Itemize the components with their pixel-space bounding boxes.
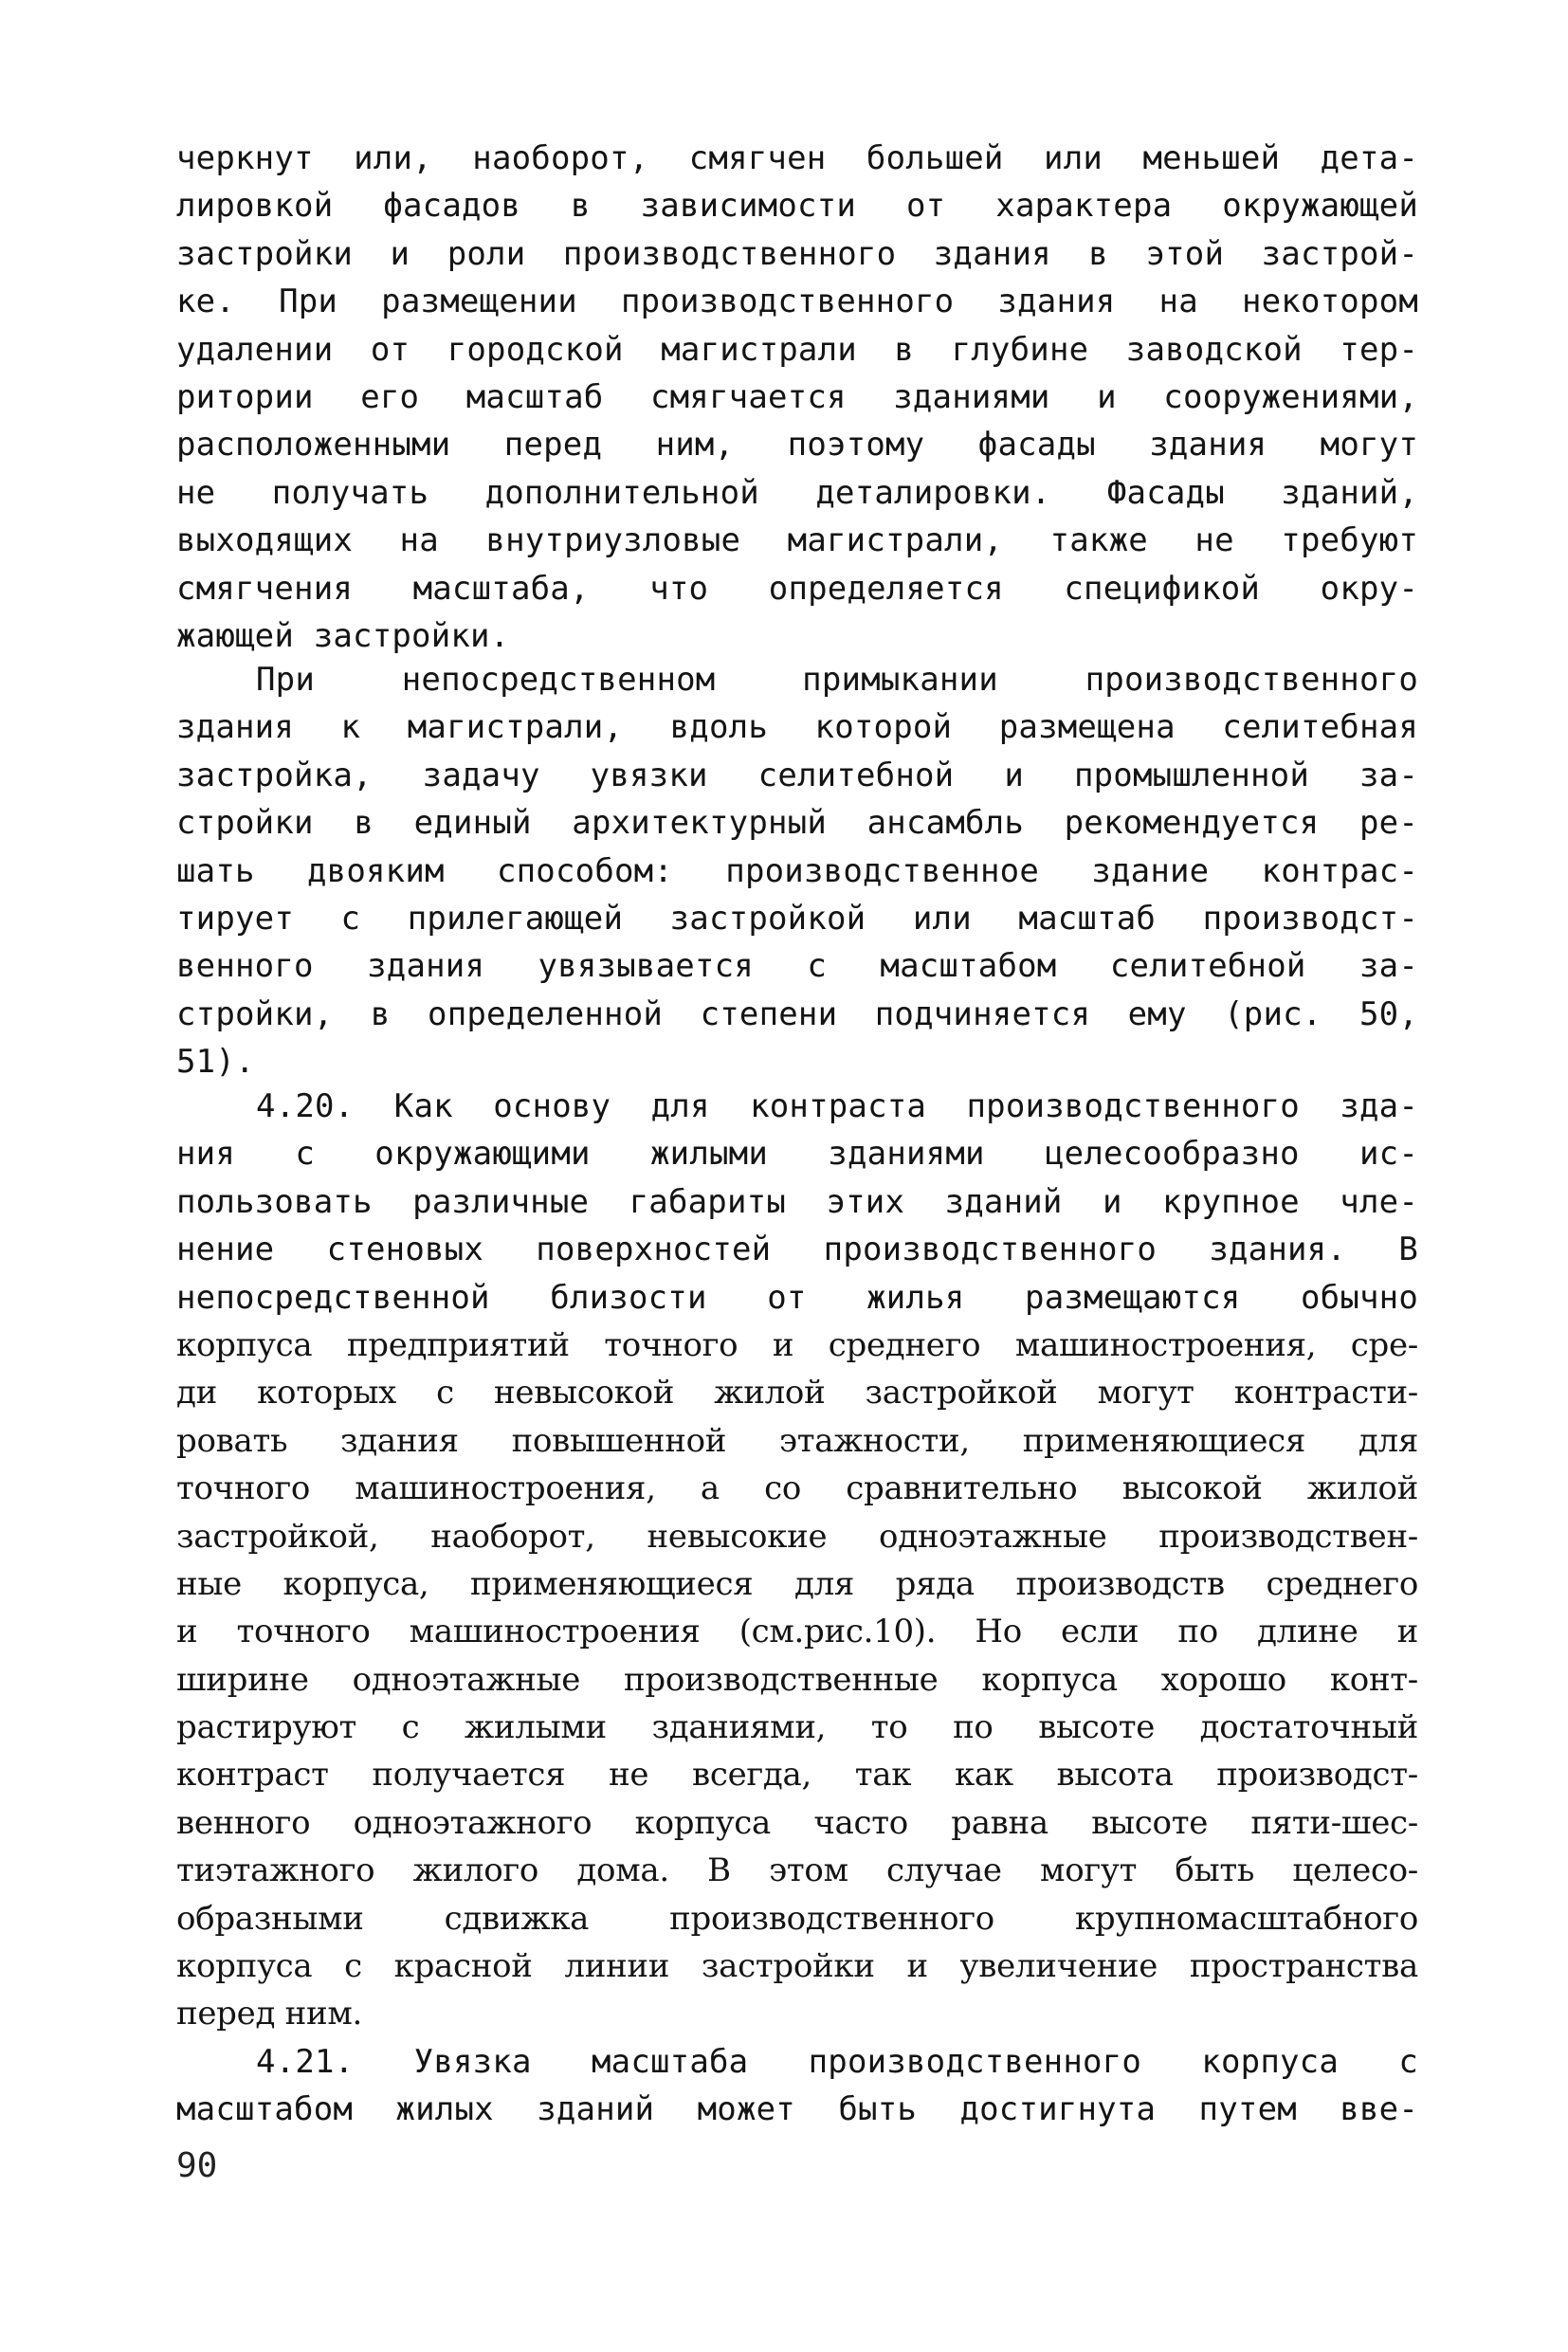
- text-line: застройки и роли производственного здания в этой застрой-: [176, 234, 1418, 273]
- text-line: корпуса с красной линии застройки и увеличение пространства: [176, 1947, 1418, 1986]
- text-line: застройка, задачу увязки селитебной и промышленной за-: [176, 756, 1418, 794]
- text-line: смягчения масштаба, что определяется спецификой окру-: [176, 569, 1418, 608]
- text-line: ди которых с невысокой жилой застройкой могут контрасти-: [176, 1374, 1418, 1413]
- text-line: контраст получается не всегда, так как высота производст-: [176, 1756, 1418, 1795]
- text-line: жающей застройки.: [176, 616, 510, 655]
- text-line: растируют с жилыми зданиями, то по высоте достаточный: [176, 1708, 1418, 1747]
- text-line: перед ним.: [176, 1995, 362, 2033]
- paragraph-2: [176, 656, 1418, 1086]
- text-line: При непосредственном примыкании производственного: [256, 661, 1418, 699]
- text-line: расположенными перед ним, поэтому фасады здания могут: [176, 426, 1418, 465]
- text-line: 51).: [176, 1043, 255, 1082]
- text-line: тирует с прилегающей застройкой или масштаб производст-: [176, 899, 1418, 938]
- paragraph-4: [176, 2038, 1418, 2134]
- page-number: 90: [176, 2146, 218, 2185]
- text-line: шать двояким способом: производственное здание контрас-: [176, 851, 1418, 890]
- text-line: непосредственной близости от жилья размещаются обычно: [176, 1278, 1418, 1317]
- text-line: черкнут или, наоборот, смягчен большей или меньшей дета-: [176, 139, 1418, 177]
- text-line: ке. При размещении производственного здания на некотором: [176, 283, 1418, 321]
- text-line: 4.20. Как основу для контраста производственного зда-: [256, 1087, 1418, 1125]
- text-line: лировкой фасадов в зависимости от характера окружающей: [176, 187, 1418, 226]
- text-line: здания к магистрали, вдоль которой размещена селитебная: [176, 708, 1418, 747]
- text-line: пользовать различные габариты этих зданий и крупное чле-: [176, 1182, 1418, 1221]
- text-line: нение стеновых поверхностей производственного здания. В: [176, 1231, 1418, 1269]
- text-line: корпуса предприятий точного и среднего машиностроения, сре-: [176, 1325, 1418, 1364]
- text-line: и точного машиностроения (см.рис.10). Но если по длине и: [176, 1613, 1418, 1651]
- text-line: стройки в единый архитектурный ансамбль рекомендуется ре-: [176, 804, 1418, 843]
- text-line: венного одноэтажного корпуса часто равна высоте пяти-шес-: [176, 1803, 1418, 1842]
- text-line: масштабом жилых зданий может быть достигнута путем вве-: [176, 2090, 1418, 2129]
- text-line: удалении от городской магистрали в глубине заводской тер-: [176, 330, 1418, 369]
- text-line: ния с окружающими жилыми зданиями целесообразно ис-: [176, 1135, 1418, 1174]
- text-line: не получать дополнительной деталировки. Фасады зданий,: [176, 473, 1418, 512]
- text-line: ритории его масштаб смягчается зданиями и сооружениями,: [176, 377, 1418, 416]
- text-line: ровать здания повышенной этажности, применяющиеся для: [176, 1421, 1418, 1460]
- text-line: выходящих на внутриузловые магистрали, также не требуют: [176, 521, 1418, 560]
- paragraph-1: [176, 135, 1418, 660]
- text-line: стройки, в определенной степени подчиняется ему (рис. 50,: [176, 994, 1418, 1033]
- text-line: тиэтажного жилого дома. В этом случае могут быть целесо-: [176, 1851, 1418, 1890]
- paragraph-3: [176, 1083, 1418, 2038]
- text-line: 4.21. Увязка масштаба производственного корпуса с: [256, 2043, 1418, 2081]
- text-line: венного здания увязывается с масштабом селитебной за-: [176, 947, 1418, 986]
- text-line: ные корпуса, применяющиеся для ряда производств среднего: [176, 1564, 1418, 1603]
- text-line: ширине одноэтажные производственные корпуса хорошо конт-: [176, 1660, 1418, 1699]
- text-line: точного машиностроения, а со сравнительно высокой жилой: [176, 1469, 1418, 1508]
- text-line: образными сдвижка производственного крупномасштабного: [176, 1899, 1418, 1938]
- dense-text-section: [176, 1322, 1418, 2038]
- text-line: застройкой, наоборот, невысокие одноэтажные производствен-: [176, 1517, 1418, 1556]
